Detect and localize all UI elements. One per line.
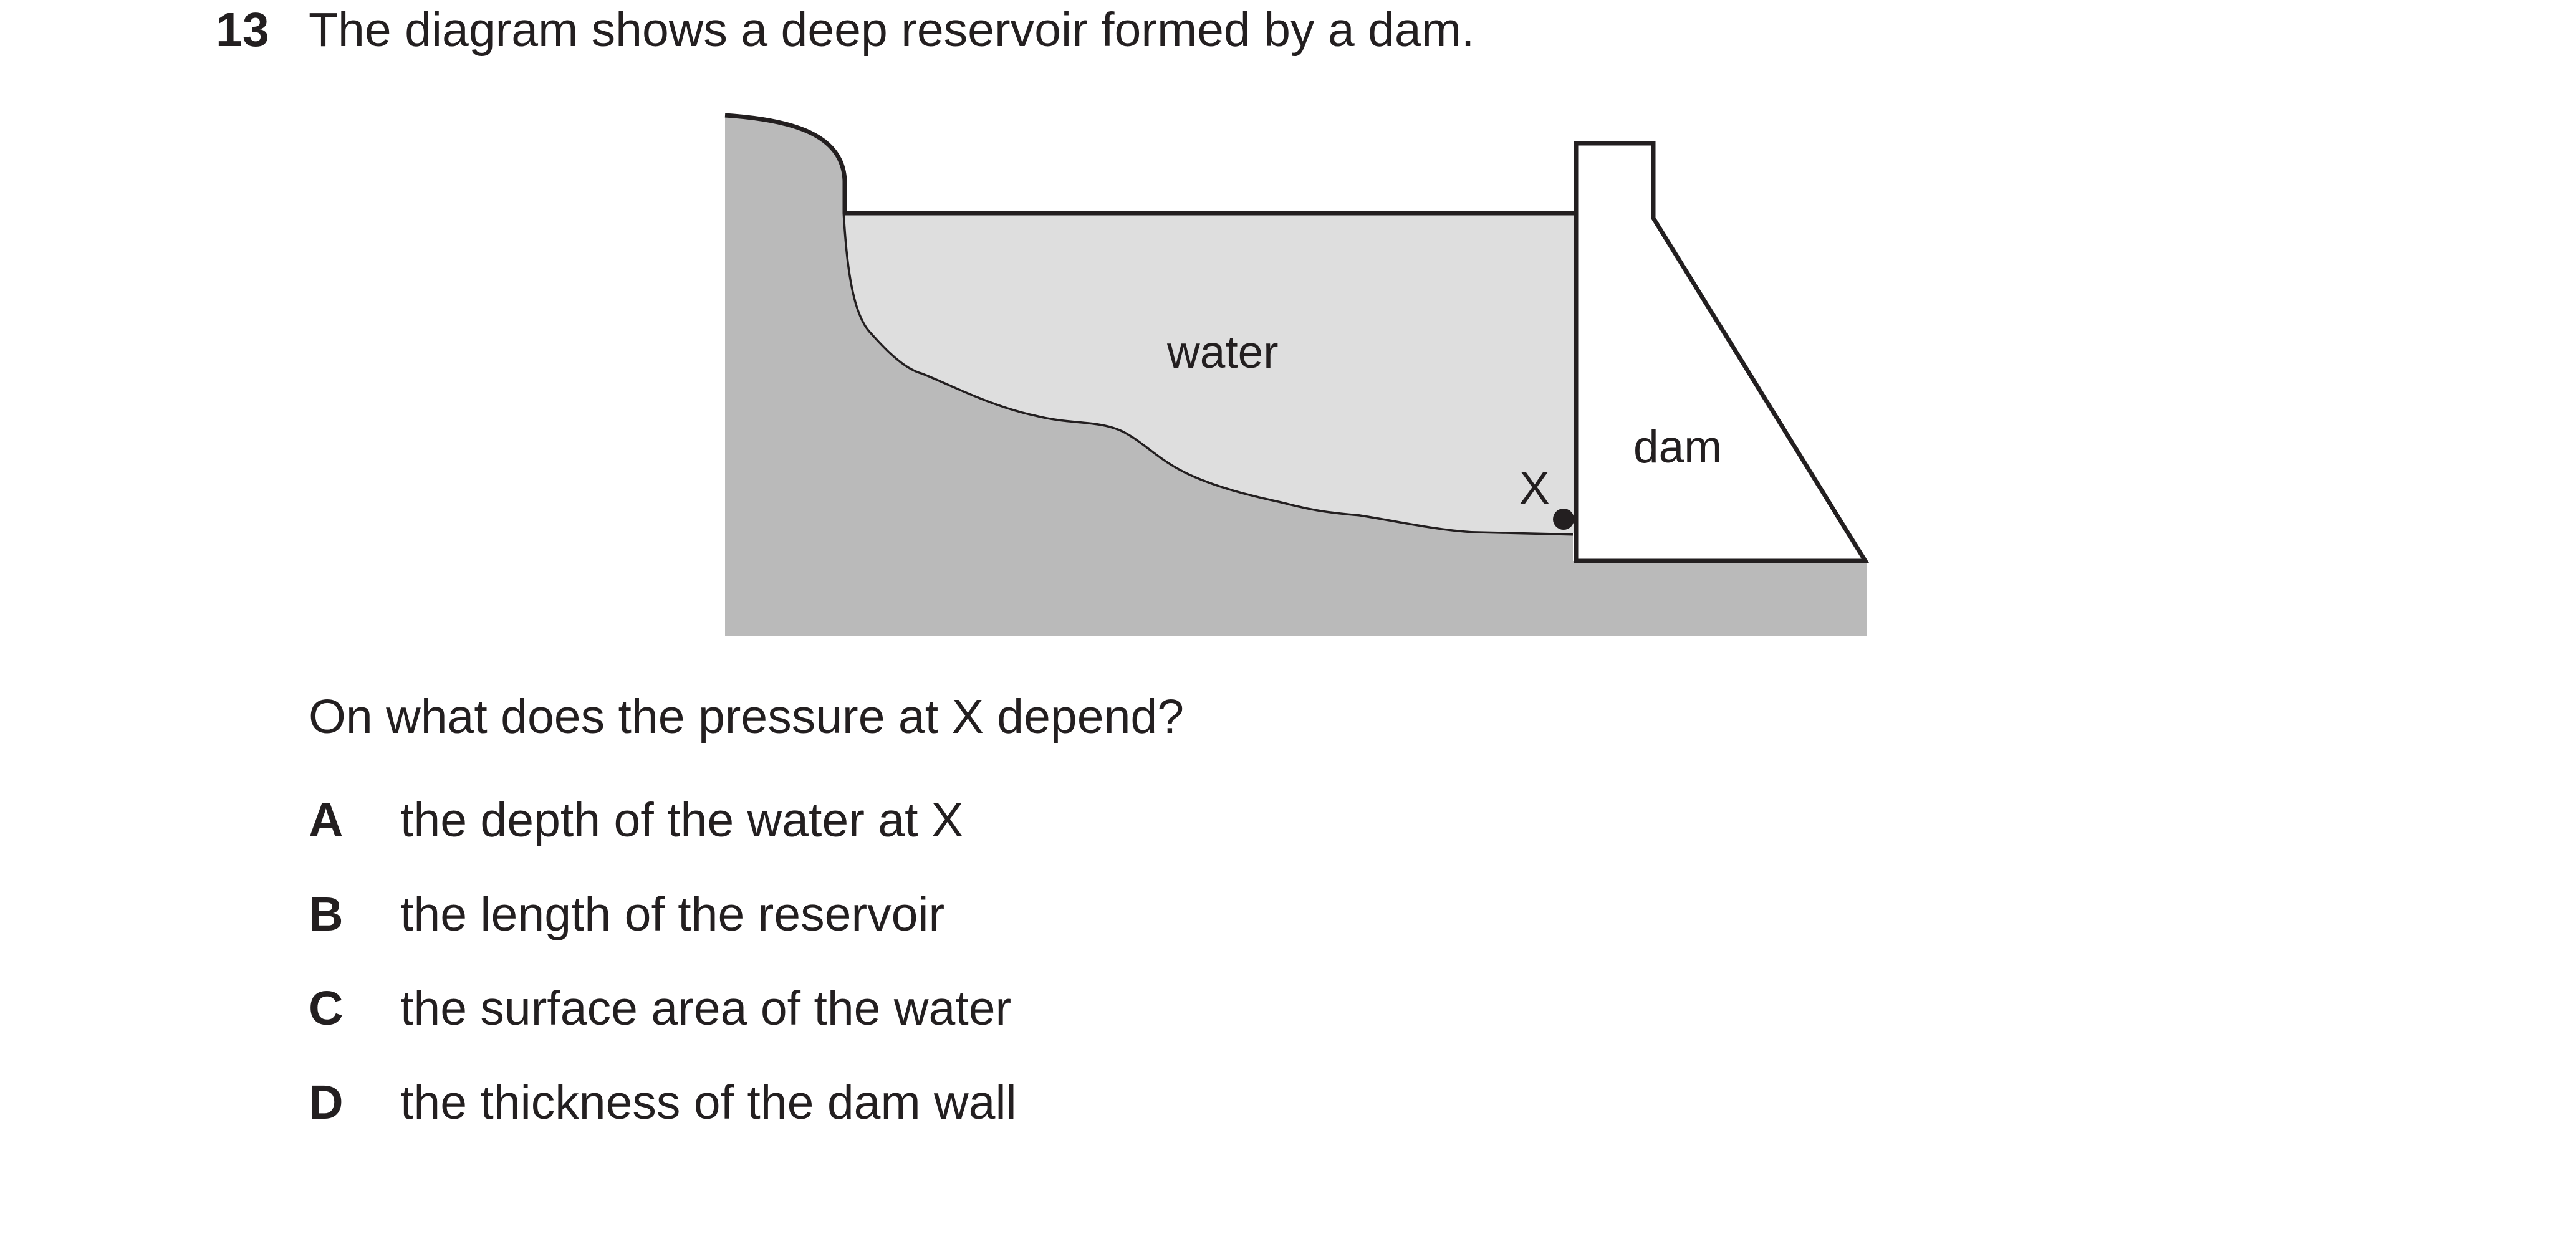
option-letter: A	[309, 793, 344, 847]
point-x-label: X	[1519, 463, 1550, 514]
option-text: the length of the reservoir	[400, 888, 945, 941]
question-number: 13	[216, 3, 269, 57]
question-prompt: On what does the pressure at X depend?	[309, 690, 1185, 744]
option-letter: C	[309, 982, 344, 1035]
dam-wall	[1576, 143, 1865, 561]
option-text: the thickness of the dam wall	[400, 1076, 1017, 1129]
option-text: the depth of the water at X	[400, 793, 964, 847]
option-letter: D	[309, 1076, 344, 1129]
dam-label: dam	[1633, 422, 1723, 472]
question-stem: The diagram shows a deep reservoir formed by a dam.	[309, 3, 1475, 57]
option-text: the surface area of the water	[400, 982, 1012, 1035]
water-label: water	[1167, 327, 1279, 378]
option-letter: B	[309, 888, 344, 941]
point-x-marker	[1553, 509, 1574, 530]
